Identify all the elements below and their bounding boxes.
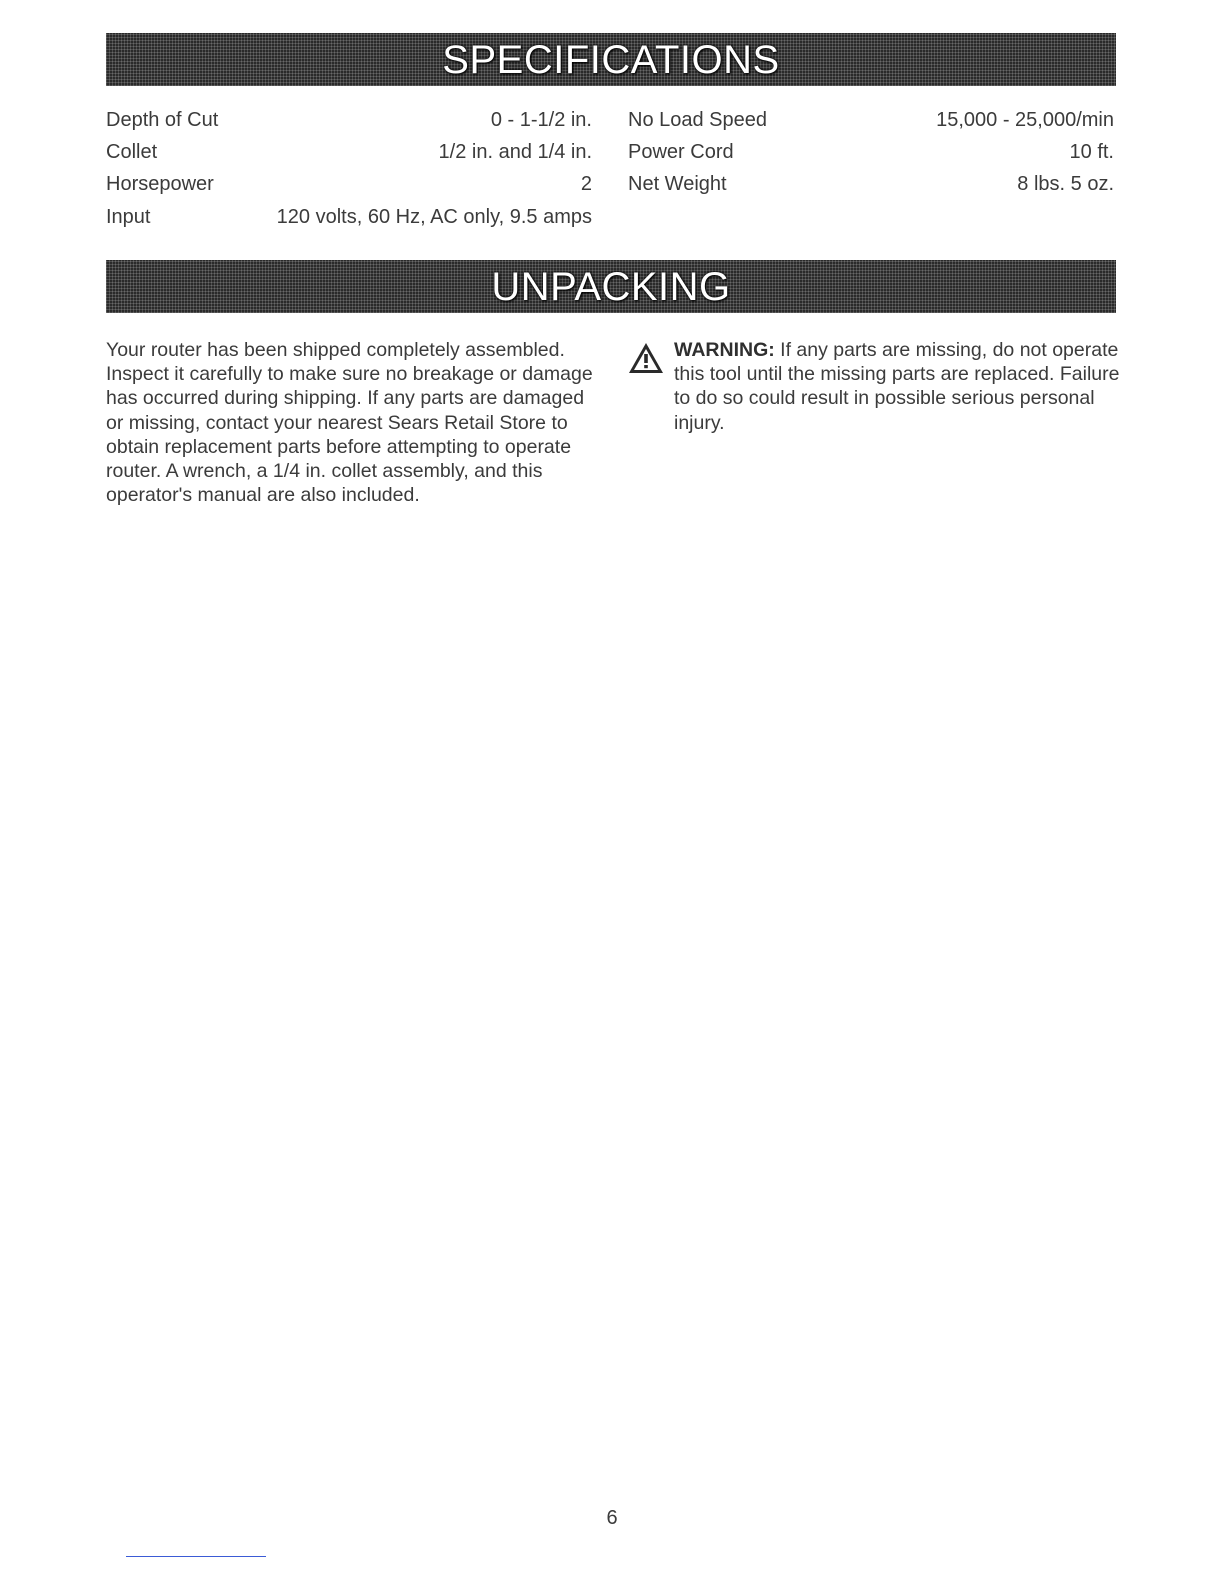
page-number: 6 bbox=[606, 1507, 618, 1529]
spec-value: 2 bbox=[580, 173, 592, 195]
warning-note bbox=[674, 338, 1122, 435]
spec-value: 1/2 in. and 1/4 in. bbox=[438, 141, 592, 163]
spec-value: 120 volts, 60 Hz, AC only, 9.5 amps bbox=[276, 206, 592, 228]
spec-label: Horsepower bbox=[106, 173, 214, 195]
spec-label: Net Weight bbox=[628, 173, 727, 195]
spec-value: 8 lbs. 5 oz. bbox=[1017, 173, 1114, 195]
unpacking-paragraph: Your router has been shipped completely assembled. Inspect it carefully to make sure no breakage or damage has occurred during shipping. If any parts are damaged or missing, contact your nearest Sears Retail Store to obtain replacement parts before attempting to operate router. A wrench, a 1/4 in. collet assembly, and this operator's manual are also included. bbox=[106, 339, 593, 507]
unpacking-heading: UNPACKING bbox=[491, 264, 731, 309]
spec-label: Power Cord bbox=[628, 141, 734, 163]
warning-text: If any parts are missing, do not operate this tool until the missing parts are replaced. Failure to do so could result in possible serious personal injury. bbox=[674, 339, 1120, 434]
spec-label: Collet bbox=[106, 141, 158, 163]
warning-triangle-icon bbox=[628, 342, 664, 374]
spec-value: 0 - 1-1/2 in. bbox=[490, 109, 592, 131]
footer-divider bbox=[126, 1556, 266, 1557]
unpacking-banner bbox=[106, 260, 1116, 313]
spec-value: 10 ft. bbox=[1069, 141, 1114, 163]
spec-label: No Load Speed bbox=[628, 109, 768, 131]
spec-label: Input bbox=[106, 206, 151, 228]
warning-label: WARNING: bbox=[674, 339, 775, 361]
spec-value: 15,000 - 25,000/min bbox=[936, 109, 1114, 131]
specifications-banner bbox=[106, 33, 1116, 86]
spec-label: Depth of Cut bbox=[106, 109, 219, 131]
specifications-heading: SPECIFICATIONS bbox=[442, 37, 780, 82]
